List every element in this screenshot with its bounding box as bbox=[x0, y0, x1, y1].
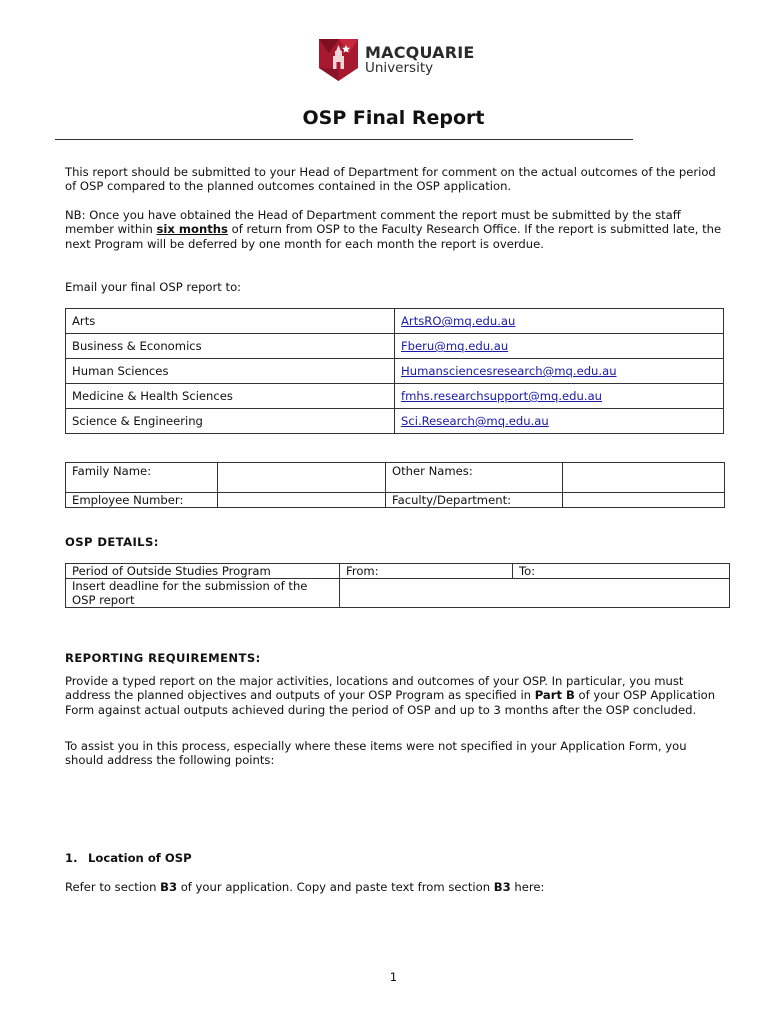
faculty-email-table bbox=[65, 308, 724, 434]
title-divider bbox=[55, 139, 633, 140]
section-1-number: 1. bbox=[65, 851, 78, 865]
email-intro: Email your final OSP report to: bbox=[65, 280, 242, 294]
reporting-paragraph bbox=[65, 674, 727, 717]
email-link-business[interactable]: Fberu@mq.edu.au bbox=[401, 339, 509, 353]
osp-details-heading: OSP DETAILS: bbox=[65, 535, 159, 549]
six-months-emphasis: six months bbox=[156, 222, 228, 237]
employee-number-field[interactable] bbox=[218, 493, 386, 508]
faculty-cell: Science & Engineering bbox=[66, 409, 395, 434]
table-row bbox=[66, 309, 724, 334]
reporting-text-after: of your OSP Application Form against actual outputs achieved during the period of OSP and up to 3 months after the OSP concluded. bbox=[65, 688, 716, 717]
faculty-cell: Arts bbox=[66, 309, 395, 334]
email-cell bbox=[395, 384, 724, 409]
nb-text-after: of return from OSP to the Faculty Research Office. If the report is submitted late, the next Program will be deferred by one month for each month the report is overdue. bbox=[65, 222, 722, 251]
to-field[interactable] bbox=[513, 564, 730, 579]
table-row bbox=[66, 493, 725, 508]
intro-paragraph: This report should be submitted to your Head of Department for comment on the actual outcomes of the period of OSP compared to the planned outcomes contained in the OSP application. bbox=[65, 165, 716, 194]
reporting-text-before: Provide a typed report on the major activities, locations and outcomes of your OSP. In particular, you must address the planned objectives and outputs of your OSP Program as specified in bbox=[65, 674, 684, 703]
page-title: OSP Final Report bbox=[302, 107, 485, 129]
faculty-cell: Business & Economics bbox=[66, 334, 395, 359]
nb-text-before: NB: Once you have obtained the Head of Department comment the report must be submitted by the staff member within bbox=[65, 208, 681, 237]
assist-paragraph: To assist you in this process, especially where these items were not specified in your Application Form, you should address the following points: bbox=[65, 739, 687, 768]
email-link-human-sciences[interactable]: Humansciencesresearch@mq.edu.au bbox=[401, 364, 617, 378]
from-field[interactable] bbox=[340, 564, 513, 579]
other-names-label: Other Names: bbox=[386, 463, 563, 493]
other-names-field[interactable] bbox=[563, 463, 725, 493]
university-shield-icon bbox=[319, 39, 358, 81]
family-name-field[interactable] bbox=[218, 463, 386, 493]
email-cell bbox=[395, 359, 724, 384]
email-cell bbox=[395, 309, 724, 334]
faculty-department-label: Faculty/Department: bbox=[386, 493, 563, 508]
faculty-cell: Human Sciences bbox=[66, 359, 395, 384]
section-b3-emphasis: B3 bbox=[160, 880, 178, 894]
section-1-text-middle: of your application. Copy and paste text from section bbox=[177, 880, 494, 894]
section-1-title: Location of OSP bbox=[88, 851, 192, 865]
email-cell bbox=[395, 334, 724, 359]
faculty-cell: Medicine & Health Sciences bbox=[66, 384, 395, 409]
table-row bbox=[66, 409, 724, 434]
employee-number-label: Employee Number: bbox=[66, 493, 218, 508]
section-1-text-before: Refer to section bbox=[65, 880, 161, 894]
logo-subtitle: University bbox=[365, 59, 434, 76]
employee-details-table bbox=[65, 462, 725, 508]
osp-details-table bbox=[65, 563, 730, 608]
to-label: To: bbox=[519, 564, 536, 578]
table-row bbox=[66, 463, 725, 493]
logo-name: MACQUARIE bbox=[365, 42, 475, 62]
table-row bbox=[66, 579, 730, 608]
email-link-medicine[interactable]: fmhs.researchsupport@mq.edu.au bbox=[401, 389, 603, 403]
email-cell bbox=[395, 409, 724, 434]
table-row bbox=[66, 334, 724, 359]
table-row bbox=[66, 564, 730, 579]
email-link-science[interactable]: Sci.Research@mq.edu.au bbox=[401, 414, 549, 428]
from-label: From: bbox=[346, 564, 379, 578]
period-label: Period of Outside Studies Program bbox=[66, 564, 340, 579]
deadline-label: Insert deadline for the submission of the OSP report bbox=[66, 579, 340, 608]
section-1-instructions bbox=[65, 880, 727, 894]
section-1-heading bbox=[65, 851, 192, 865]
email-link-arts[interactable]: ArtsRO@mq.edu.au bbox=[401, 314, 516, 328]
family-name-label: Family Name: bbox=[66, 463, 218, 493]
reporting-requirements-heading: REPORTING REQUIREMENTS: bbox=[65, 651, 261, 665]
table-row bbox=[66, 359, 724, 384]
section-b3-emphasis-2: B3 bbox=[493, 880, 511, 894]
faculty-department-field[interactable] bbox=[563, 493, 725, 508]
macquarie-logo bbox=[319, 39, 475, 81]
table-row bbox=[66, 384, 724, 409]
part-b-emphasis: Part B bbox=[534, 688, 575, 703]
section-1-text-after: here: bbox=[510, 880, 545, 894]
deadline-field[interactable] bbox=[340, 579, 730, 608]
page-number: 1 bbox=[389, 970, 398, 984]
nb-paragraph bbox=[65, 208, 727, 251]
